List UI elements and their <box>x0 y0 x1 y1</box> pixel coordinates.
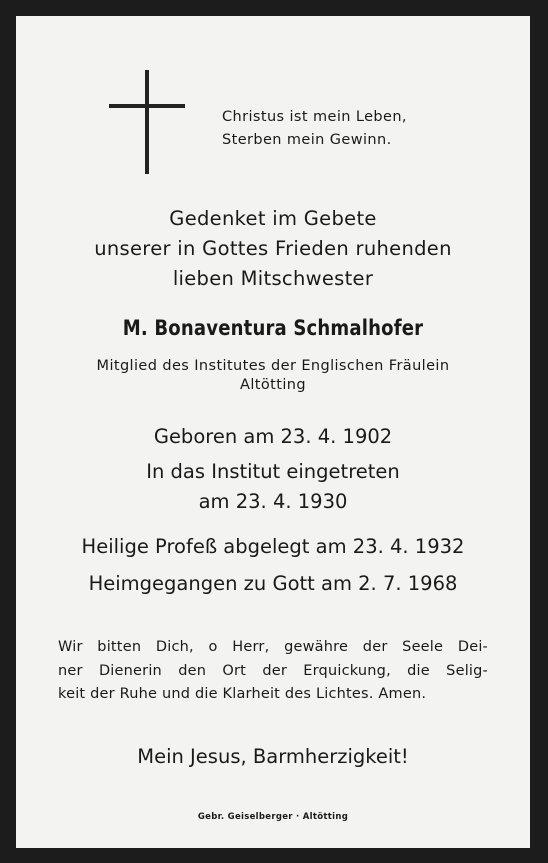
intro-line-3: lieben Mitschwester <box>172 267 374 290</box>
memorial-card <box>16 16 530 848</box>
intro-line-2: unserer in Gottes Frieden ruhenden <box>94 237 452 260</box>
entry-line-1: In das Institut eingetreten <box>146 460 400 483</box>
prayer-line-3: keit der Ruhe und die Klarheit des Lichtes. Amen. <box>58 686 427 702</box>
prayer-text <box>58 636 488 707</box>
profession-date: Heilige Profeß abgelegt am 23. 4. 1932 <box>81 535 465 558</box>
motto-line-2: Sterben mein Gewinn. <box>222 132 392 148</box>
closing-invocation: Mein Jesus, Barmherzigkeit! <box>137 745 409 768</box>
entry-line-2: am 23. 4. 1930 <box>198 490 348 513</box>
entry-date <box>16 457 530 517</box>
cross-vertical-bar <box>145 70 149 174</box>
membership-line-2: Altötting <box>240 377 306 393</box>
motto <box>222 106 407 152</box>
deceased-name: M. Bonaventura Schmalhofer <box>122 316 424 341</box>
death-date: Heimgegangen zu Gott am 2. 7. 1968 <box>88 572 458 595</box>
prayer-line-2: ner Dienerin den Ort der Erquickung, die Selig- <box>58 662 488 679</box>
printer-imprint: Gebr. Geiselberger · Altötting <box>197 812 349 822</box>
membership <box>16 357 530 395</box>
motto-line-1: Christus ist mein Leben, <box>222 109 407 125</box>
intro-text <box>16 204 530 294</box>
prayer-line-1: Wir bitten Dich, o Herr, gewähre der Seele Dei- <box>58 639 488 655</box>
cross-horizontal-bar <box>109 104 185 108</box>
intro-line-1: Gedenket im Gebete <box>169 207 377 230</box>
birth-date: Geboren am 23. 4. 1902 <box>153 425 393 448</box>
membership-line-1: Mitglied des Institutes der Englischen Fräulein <box>96 358 450 374</box>
